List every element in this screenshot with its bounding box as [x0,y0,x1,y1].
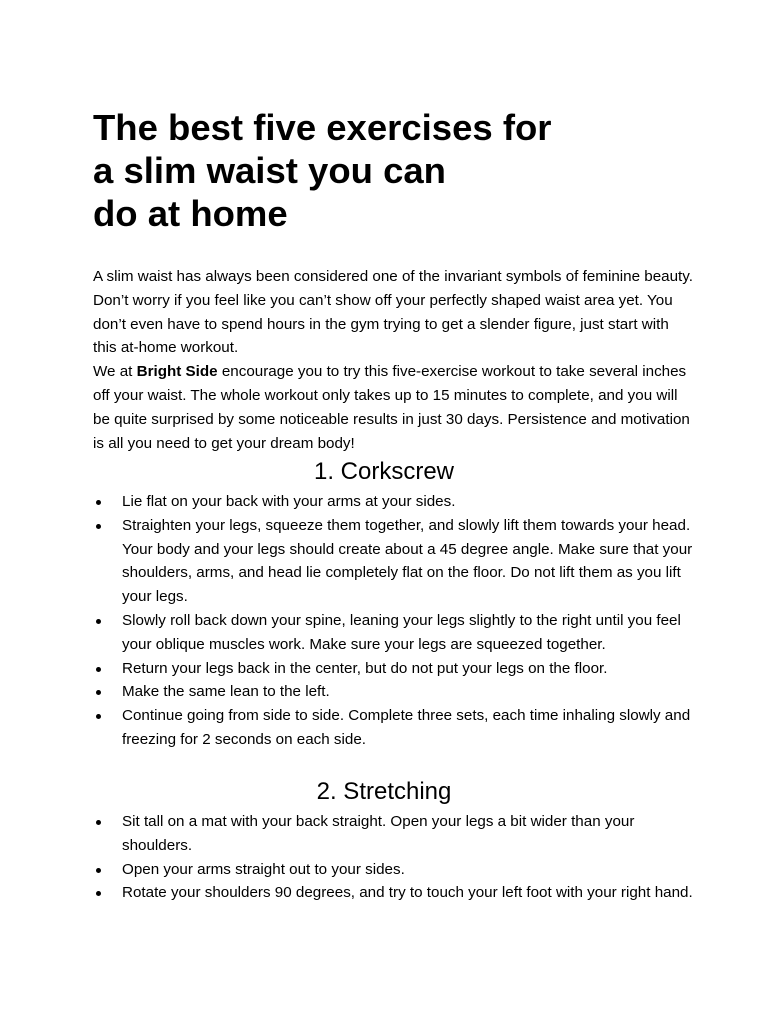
list-item [93,858,693,882]
bullet-icon [96,868,101,873]
list-item [93,514,693,609]
document-title [93,106,693,235]
step-text: Make the same lean to the left. [122,683,330,701]
section-heading-corkscrew: 1. Corkscrew [313,458,455,485]
list-item [93,680,693,704]
title-line-2: a slim waist you can [93,150,446,191]
bullet-icon [96,714,101,719]
bullet-icon [96,524,101,529]
bullet-icon [96,619,101,624]
step-text: Return your legs back in the center, but do not put your legs on the floor. [122,659,608,677]
list-item [93,704,693,752]
step-text: Straighten your legs, squeeze them together, and slowly lift them towards your head. Your body and your legs should create about a 45 degree angle. Make sure that your shoulders, arms, and head lie completely flat on the floor. Do not lift them as you lift your legs. [122,516,693,606]
list-item [93,657,693,681]
intro-p2-end: encourage you to try this five-exercise workout to take several inches off your waist. The whole workout only takes up to 15 minutes to complete, and you will be quite surprised by some noticeable results in just 30 days. Persistence and motivation is all you need to get your dream body! [93,363,690,452]
list-item [93,490,693,514]
step-text: Rotate your shoulders 90 degrees, and try to touch your left foot with your right hand. [122,884,693,902]
list-item [93,810,693,858]
step-text: Lie flat on your back with your arms at your sides. [122,493,456,510]
bullet-icon [96,667,101,672]
intro-paragraph-2 [93,360,693,455]
list-item [93,881,693,905]
corkscrew-steps [93,490,693,752]
bullet-icon [96,690,101,695]
brand-name: Bright Side [136,363,218,381]
step-text: Open your arms straight out to your sides. [122,860,405,878]
intro-text [93,265,693,455]
bullet-icon [96,500,101,505]
section-heading-stretching: 2. Stretching [316,778,452,805]
intro-p2-start: We at [93,363,137,381]
title-line-3: do at home [93,193,288,234]
step-text: Continue going from side to side. Complete three sets, each time inhaling slowly and freezing for 2 seconds on each side. [122,707,691,748]
title-line-1: The best five exercises for [93,107,552,148]
step-text: Sit tall on a mat with your back straight. Open your legs a bit wider than your shoulders. [122,813,635,854]
step-text: Slowly roll back down your spine, leaning your legs slightly to the right until you feel your oblique muscles work. Make sure your legs are squeezed together. [122,611,681,653]
stretching-steps [93,810,693,905]
list-item [93,609,693,657]
intro-paragraph-1: A slim waist has always been considered one of the invariant symbols of feminine beauty. Don’t worry if you feel like you can’t show off your perfectly shaped waist area yet. You don’t even have to spend hours in the gym trying to get a slender figure, just start with this at-home workout. [93,268,693,357]
bullet-icon [96,820,101,825]
bullet-icon [96,891,101,896]
